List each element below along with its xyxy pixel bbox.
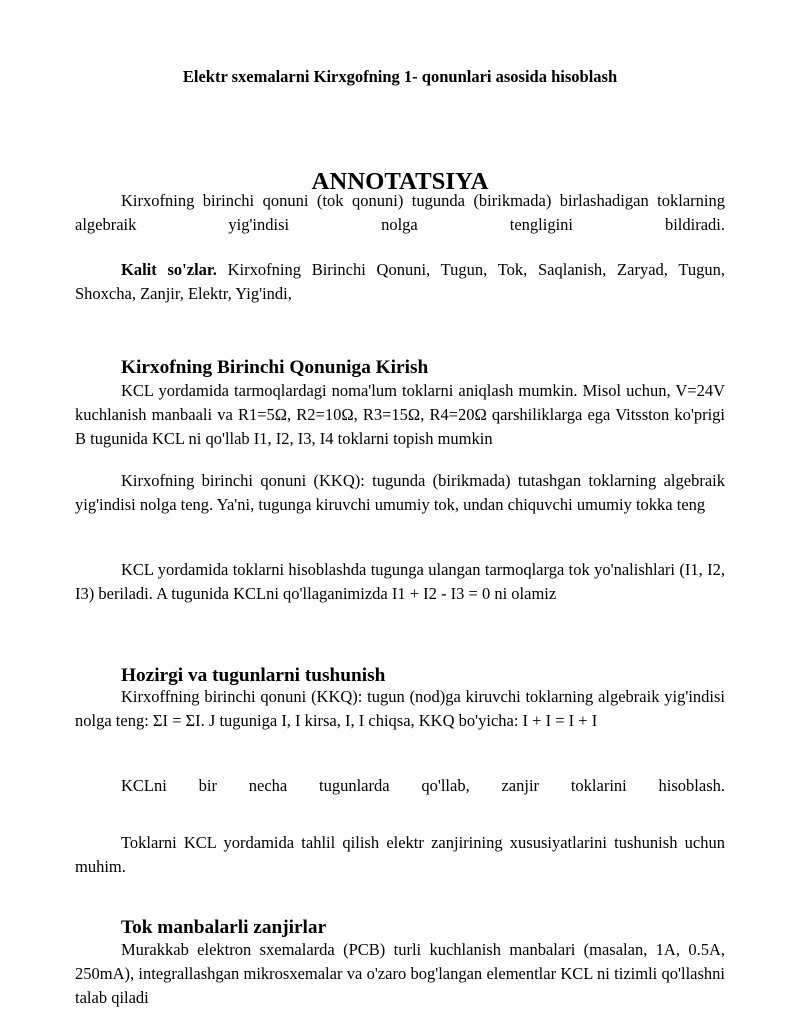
document-title: Elektr sxemalarni Kirxgofning 1- qonunlari asosida hisoblash	[182, 67, 618, 86]
sources-paragraph-1: Murakkab elektron sxemalarda (PCB) turli kuchlanish manbalari (masalan, 1A, 0.5A, 250mA), integrallashgan mikrosxemalar va o'zaro bog'langan elementlar KCL ni tizimli qo'llashni talab qiladi	[75, 940, 725, 1007]
nodes-paragraph-2: KCLni bir necha tugunlarda qo'llab, zanjir toklarini hisoblash.	[121, 776, 725, 795]
section-heading-intro: Kirxofning Birinchi Qonuniga Kirish	[121, 357, 429, 378]
intro-paragraph-2: Kirxofning birinchi qonuni (KKQ): tugunda (birikmada) tutashgan toklarning algebraik yig'indisi nolga teng. Ya'ni, tugunga kiruvchi umumiy tok, undan chiquvchi umumiy tokka teng	[75, 471, 725, 514]
keywords-text: Kirxofning Birinchi Qonuni, Tugun, Tok, Saqlanish, Zaryad, Tugun, Shoxcha, Zanjir, Elektr, Yig'indi,	[75, 260, 725, 303]
keywords-paragraph	[75, 258, 725, 306]
annotation-heading: ANNOTATSIYA	[311, 168, 489, 195]
annotation-paragraph: Kirxofning birinchi qonuni (tok qonuni) tugunda (birikmada) birlashadigan toklarning algebraik yig'indisi nolga tengligini bildiradi.	[75, 191, 725, 234]
nodes-paragraph-3: Toklarni KCL yordamida tahlil qilish elektr zanjirining xususiyatlarini tushunish uchun muhim.	[75, 833, 725, 876]
intro-paragraph-1: KCL yordamida tarmoqlardagi noma'lum toklarni aniqlash mumkin. Misol uchun, V=24V kuchlanish manbaali va R1=5Ω, R2=10Ω, R3=15Ω, R4=20Ω qarshiliklarga ega Vitsston ko'prigi B tugunida KCL ni qo'llab I1, I2, I3, I4 toklarni topish mumkin	[75, 381, 725, 448]
nodes-paragraph-1: Kirxoffning birinchi qonuni (KKQ): tugun (nod)ga kiruvchi toklarning algebraik yig'indisi nolga teng: ΣI = ΣI. J tuguniga I, I kirsa, I, I chiqsa, KKQ bo'yicha: I + I = I + I	[75, 687, 725, 730]
section-heading-nodes: Hozirgi va tugunlarni tushunish	[121, 665, 386, 686]
keywords-label: Kalit so'zlar.	[121, 260, 217, 279]
section-heading-sources: Tok manbalarli zanjirlar	[121, 917, 327, 938]
intro-paragraph-3: KCL yordamida toklarni hisoblashda tugunga ulangan tarmoqlarga tok yo'nalishlari (I1, I2, I3) beriladi. A tugunida KCLni qo'llaganimizda I1 + I2 - I3 = 0 ni olamiz	[75, 560, 725, 603]
